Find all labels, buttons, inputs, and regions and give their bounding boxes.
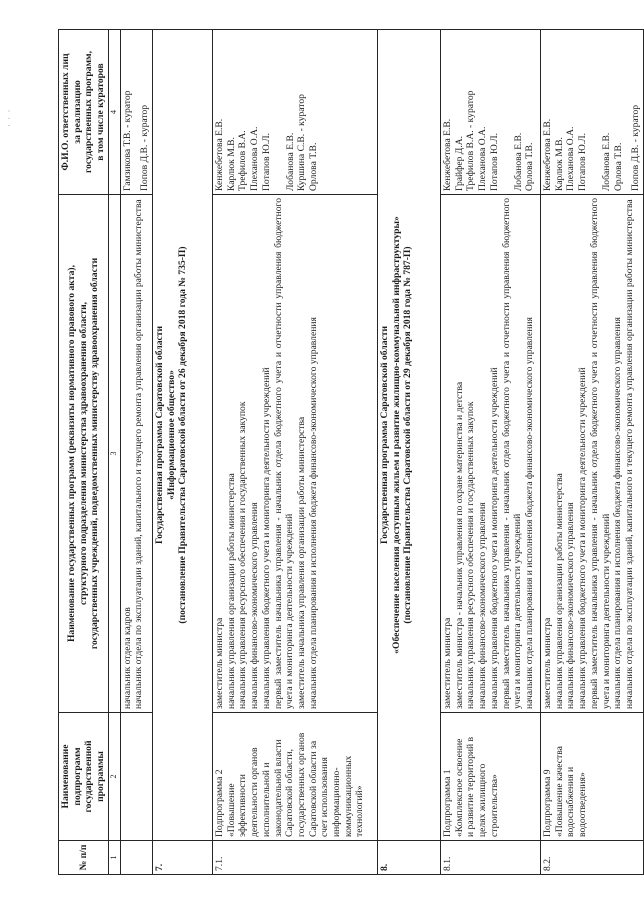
program-row-8 bbox=[378, 30, 441, 875]
position-line: первый заместитель начальника управления - начальник отдела бюджетного учета и отчетности управления бюджетного учета и мониторинга деятельности учреждений bbox=[272, 198, 296, 709]
subprogram-line: Саратовской области за bbox=[307, 740, 319, 837]
table-row-7-1 bbox=[213, 30, 378, 875]
table-row-8-1 bbox=[441, 30, 541, 875]
subprogram-line: «Повышение bbox=[225, 783, 237, 837]
subprogram-line: водоснабжения и bbox=[565, 766, 577, 837]
program-row-7 bbox=[153, 30, 213, 875]
subprogram-line: технологий» bbox=[354, 785, 366, 837]
subprogram-line: счет использования bbox=[319, 757, 331, 837]
responsible-name: Карлюк М.В. bbox=[225, 137, 237, 191]
responsible-name: Лобанова Е.В. bbox=[512, 132, 524, 191]
subprogram-line: Подпрограмма 9 bbox=[542, 769, 554, 837]
column-number: 2 bbox=[108, 713, 120, 841]
responsible-name: Куршина С.В. - куратор bbox=[296, 94, 308, 191]
subprogram-line: Саратовской области, bbox=[284, 748, 296, 837]
column-number-row bbox=[108, 30, 120, 875]
responsible-name: Трефилов В.А. bbox=[237, 130, 249, 191]
cell-positions bbox=[120, 195, 152, 713]
position-line: начальник управления организации работы министерства bbox=[553, 473, 565, 709]
position-line: начальник финансово-экономического управления bbox=[565, 502, 577, 709]
row-number: 7. bbox=[153, 841, 213, 875]
header-program-line: структурного подразделения министерства здравоохранения области, bbox=[77, 301, 89, 606]
responsible-name: Лобанова Е.В. bbox=[600, 132, 612, 191]
position-line: начальник управления бюджетного учета и мониторинга деятельности учреждений bbox=[260, 367, 272, 709]
program-title-line: (постановление Правительства Саратовской области от 26 декабря 2018 года № 735-П) bbox=[177, 246, 189, 624]
subprogram-line: и развитие территорий в bbox=[465, 736, 477, 837]
subprogram-line: информационно- bbox=[331, 767, 343, 837]
cell-positions bbox=[213, 195, 378, 713]
row-number: 8.2. bbox=[541, 841, 644, 875]
subprogram-line: государственных органов bbox=[295, 732, 307, 837]
position-line: начальник финансово-экономического управления bbox=[477, 502, 489, 709]
column-number: 4 bbox=[108, 30, 120, 195]
position-line: начальник отдела планирования и исполнения бюджета финансово-экономического управления bbox=[307, 317, 319, 709]
row-number: 8.1. bbox=[441, 841, 541, 875]
program-title bbox=[378, 30, 441, 841]
responsible-name: Плеханова О.А. bbox=[565, 126, 577, 191]
header-responsible-line: за реализацию bbox=[71, 80, 83, 144]
responsible-name: Потапов Ю.Л. bbox=[577, 132, 589, 191]
position-line: заместитель министра bbox=[214, 617, 226, 709]
responsible-name: Попов Д.В. - куратор bbox=[630, 104, 642, 191]
position-line: начальник отдела планирования и исполнения бюджета финансово-экономического управления bbox=[523, 317, 535, 709]
table-row-continued bbox=[120, 30, 152, 875]
program-title-line: «Обеспечение населения доступным жильем и развитие жилищно-коммунальной инфраструктуры» bbox=[390, 216, 402, 654]
program-title-line: Государственная программа Саратовской области bbox=[154, 325, 166, 545]
header-col-number: № п/п bbox=[59, 841, 109, 875]
responsible-name: Плеханова О.А. bbox=[477, 126, 489, 191]
position-line: начальник управления бюджетного учета и мониторинга деятельности учреждений bbox=[488, 367, 500, 709]
cell-responsible bbox=[441, 30, 541, 195]
position-line: начальник управления организации работы министерства bbox=[225, 473, 237, 709]
program-title-line: Государственная программа Саратовской области bbox=[379, 325, 391, 545]
position-line: начальник управления ресурсного обеспечения и государственных закупок bbox=[465, 401, 477, 709]
responsible-name: Трефилов В.А. - куратор bbox=[465, 90, 477, 191]
subprogram-line: Подпрограмма 2 bbox=[214, 769, 226, 837]
header-responsible-line: государственных программ, bbox=[83, 51, 95, 173]
responsible-name: Кенжебетова Е.В. bbox=[214, 118, 226, 191]
table-row-8-2 bbox=[541, 30, 644, 875]
subprogram-line: деятельности органов bbox=[249, 747, 261, 837]
header-program-line: государственных учреждений, подведомственных министерству здравоохранения области bbox=[89, 257, 101, 650]
header-responsible-line: Ф.И.О. ответственных лиц bbox=[60, 53, 71, 171]
subprogram-line: целях жилищного bbox=[477, 763, 489, 837]
responsible-name: Кенжебетова Е.В. bbox=[442, 118, 454, 191]
position-line: начальник управления бюджетного учета и мониторинга деятельности учреждений bbox=[577, 367, 589, 709]
header-col-responsible bbox=[59, 30, 109, 195]
cell-empty bbox=[120, 841, 152, 875]
subprogram-line: строительства» bbox=[488, 774, 500, 837]
responsible-name: Плеханова О.А. bbox=[249, 126, 261, 191]
responsible-name: Потапов Ю.Л. bbox=[260, 132, 272, 191]
position-line: начальник отдела планирования и исполнения бюджета финансово-экономического управления bbox=[612, 317, 624, 709]
cell-subprogram bbox=[541, 713, 644, 841]
cell-responsible bbox=[213, 30, 378, 195]
cell-positions bbox=[441, 195, 541, 713]
scan-artifact: · · · bbox=[4, 108, 14, 127]
position-line: первый заместитель начальника управления - начальник отдела бюджетного учета и отчетности управления бюджетного учета и мониторинга деятельности учреждений bbox=[500, 198, 524, 709]
position-line: начальник управления ресурсного обеспечения и государственных закупок bbox=[237, 401, 249, 709]
responsible-name: Грайфер Д.А. bbox=[453, 135, 465, 191]
responsible-name: Попов Д.В. - куратор bbox=[139, 104, 151, 191]
position-line: начальник отдела кадров bbox=[121, 607, 133, 709]
position-line: начальник финансово-экономического управления bbox=[249, 502, 261, 709]
position-line: начальник отдела по эксплуатации зданий, капитального и текущего ремонта управления организации работы министерства bbox=[623, 199, 635, 709]
responsible-name: Кенжебетова Е.В. bbox=[542, 118, 554, 191]
position-line: заместитель начальника управления организации работы министерства bbox=[295, 416, 307, 709]
header-col-program bbox=[59, 195, 109, 713]
subprogram-line: эффективности bbox=[237, 774, 249, 837]
position-line: первый заместитель начальника управления - начальник отдела бюджетного учета и отчетности управления бюджетного учета и мониторинга деятельности учреждений bbox=[588, 198, 612, 709]
column-number: 1 bbox=[108, 841, 120, 875]
column-number: 3 bbox=[108, 195, 120, 713]
responsible-name: Гамзикова Т.В. - куратор bbox=[121, 90, 133, 191]
subprogram-line: коммуникационных bbox=[342, 755, 354, 837]
subprogram-line: Подпрограмма 1 bbox=[442, 769, 454, 837]
row-number: 7.1. bbox=[213, 841, 378, 875]
subprogram-line: водоотведения» bbox=[577, 772, 589, 837]
position-line: заместитель министра - начальник управления по охране материнства и детства bbox=[453, 381, 465, 709]
position-line: начальник отдела по эксплуатации зданий, капитального и текущего ремонта управления организации работы министерства bbox=[133, 199, 145, 709]
row-number: 8. bbox=[378, 841, 441, 875]
cell-responsible bbox=[120, 30, 152, 195]
header-program-line: Наименование государственных программ (реквизиты нормативного правового акта), bbox=[65, 264, 77, 643]
responsible-name: Лобанова Е.В. bbox=[284, 132, 296, 191]
header-responsible-line: в том числе кураторов bbox=[95, 63, 107, 161]
program-title-line: «Информационное общество» bbox=[165, 370, 177, 500]
program-title bbox=[153, 30, 213, 841]
responsible-name: Орлова Т.В. bbox=[612, 142, 624, 191]
header-col-subprogram: Наименование подпрограмм государственной программы bbox=[59, 713, 109, 841]
position-line: заместитель министра bbox=[442, 617, 454, 709]
responsible-name: Орлова Т.В. bbox=[524, 142, 536, 191]
cell-responsible bbox=[541, 30, 644, 195]
subprogram-line: законодательной власти bbox=[272, 739, 284, 837]
responsibility-table bbox=[58, 29, 644, 875]
subprogram-line: исполнительной и bbox=[260, 762, 272, 837]
header-row bbox=[59, 30, 109, 875]
cell-subprogram bbox=[441, 713, 541, 841]
cell-positions bbox=[541, 195, 644, 713]
program-title-line: (постановление Правительства Саратовской области от 29 декабря 2018 года № 787-П) bbox=[402, 246, 414, 624]
responsible-name: Потапов Ю.Л. bbox=[488, 132, 500, 191]
position-line: заместитель министра bbox=[542, 617, 554, 709]
responsible-name: Орлова Т.В. bbox=[307, 142, 319, 191]
cell-subprogram bbox=[213, 713, 378, 841]
subprogram-line: «Повышение качества bbox=[553, 746, 565, 837]
subprogram-line: «Комплексное освоение bbox=[453, 738, 465, 837]
responsible-name: Карлюк М.В. bbox=[553, 137, 565, 191]
cell-empty bbox=[120, 713, 152, 841]
